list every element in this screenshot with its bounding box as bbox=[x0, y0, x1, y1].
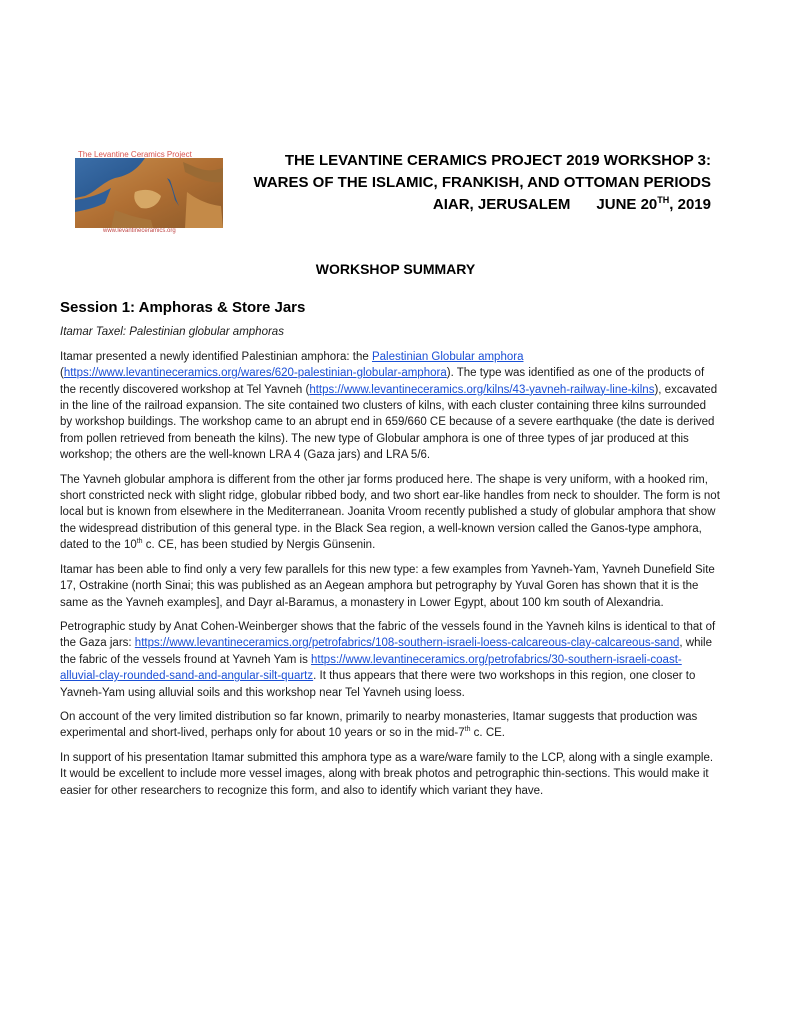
summary-title: WORKSHOP SUMMARY bbox=[315, 261, 476, 277]
ware-url-link[interactable]: https://www.levantineceramics.org/wares/620-palestinian-globular-amphora bbox=[63, 367, 447, 380]
header-line-1: THE LEVANTINE CERAMICS PROJECT 2019 WORKSHOP 3: bbox=[284, 152, 711, 169]
p4-text-a: Petrographic study by Anat Cohen-Weinberger shows that the fabric of the vessels found in the Yavneh kilns is identical to that of the Gaza jars: bbox=[60, 620, 716, 650]
p1-text-d: ), excavated in the line of the railroad expansion. The site contained two clusters of kilns, with each cluster containing three kilns surrounded by workshop buildings. The workshop came to an abrupt end in 659/660 CE because of a severe earthquake (the date is derived from pollen retrieved from beneath the kilns). The new type of Globular amphora is one of three types of jar produced at this workshop; the others are the well-known LRA 4 (Gaza jars) and LRA 5/6. bbox=[60, 383, 718, 462]
petrofabric-30-link[interactable]: https://www.levantineceramics.org/petrofabrics/30-southern-israeli-coast-alluvial-clay-rounded-sand-and-angular-silt-quartz bbox=[60, 653, 682, 683]
lcp-logo bbox=[75, 148, 223, 240]
p2-superscript: th bbox=[136, 538, 143, 546]
main-content bbox=[60, 300, 720, 807]
session-subheading: Itamar Taxel: Palestinian globular amphoras bbox=[60, 326, 284, 339]
header-location: AIAR, JERUSALEM bbox=[432, 196, 571, 213]
p4-text-c: . It thus appears that there were two workshops in this region, one closer to Yavneh-Yam using alluvial soils and this workshop near Tel Yavneh using loess. bbox=[60, 670, 696, 699]
header-date-superscript: TH bbox=[657, 195, 670, 205]
p5-superscript: th bbox=[464, 726, 471, 734]
paragraph-1 bbox=[60, 349, 720, 464]
logo-title-text: The Levantine Ceramics Project bbox=[78, 150, 192, 159]
header-line-2: WARES OF THE ISLAMIC, FRANKISH, AND OTTOMAN PERIODS bbox=[253, 174, 711, 191]
p2-text-b: c. CE, has been studied by Nergis Günsenin. bbox=[142, 539, 376, 552]
logo-url-text: www.levantineceramics.org bbox=[103, 228, 176, 234]
p2-text-a: The Yavneh globular amphora is different from the other jar forms produced here. The shape is very uniform, with a hooked rim, short constricted neck with slight ridge, globular ribbed body, and two short ear-like handles from neck to shoulder. The form is not local but is known from elsewhere in the Mediterranean. Joanita Vroom recently published a study of globular amphora that show the widespread distribution of this general type. in the Black Sea region, a well-known version called the Ganos-type amphora, dated to the 10 bbox=[60, 473, 720, 552]
kiln-url-link[interactable]: https://www.levantineceramics.org/kilns/43-yavneh-railway-line-kilns bbox=[309, 383, 655, 396]
palestinian-globular-amphora-link[interactable]: Palestinian Globular amphora bbox=[371, 350, 524, 363]
paragraph-3: Itamar has been able to find only a very few parallels for this new type: a few examples from Yavneh-Yam, Yavneh Dunefield Site 17, Ostrakine (north Sinai; this was published as an Aegean amphora but petrography by Yuval Goren has shown that it is the same as the Yavneh examples], and Dayr al-Baramus, a monastery in Lower Egypt, about 100 km south of Alexandria. bbox=[60, 563, 715, 609]
paragraph-6: In support of his presentation Itamar submitted this amphora type as a ware/ware family to the LCP, along with a single example. It would be excellent to include more vessel images, along with break photos and petrographic thin-sections. This would make it easier for other researchers to recognize this form, and also to identify which variant they have. bbox=[60, 751, 714, 797]
petrofabric-108-link[interactable]: https://www.levantineceramics.org/petrofabrics/108-southern-israeli-loess-calcareous-clay-calcareous-sand bbox=[134, 637, 680, 650]
paragraph-5 bbox=[60, 709, 720, 742]
p1-text-c: ). The type was identified as one of the products of the recently discovered workshop at Tel Yavneh ( bbox=[60, 367, 705, 396]
paragraph-2 bbox=[60, 472, 720, 554]
header-date-prefix: JUNE 20 bbox=[596, 196, 658, 213]
p1-text-b: ( bbox=[60, 367, 64, 380]
p5-text-b: c. CE. bbox=[470, 727, 505, 740]
p4-text-b: , while the fabric of the vessels fround at Yavneh Yam is bbox=[60, 637, 712, 666]
paragraph-4 bbox=[60, 619, 720, 701]
p1-text-a: Itamar presented a newly identified Palestinian amphora: the bbox=[60, 350, 372, 363]
header-date-suffix: , 2019 bbox=[669, 196, 711, 213]
p5-text-a: On account of the very limited distribution so far known, primarily to nearby monasteries, Itamar suggests that production was experimental and short-lived, perhaps only for about 10 years or so in the mid-7 bbox=[60, 710, 698, 740]
satellite-map-image bbox=[75, 148, 223, 240]
session-heading: Session 1: Amphoras & Store Jars bbox=[60, 299, 306, 316]
workshop-header bbox=[253, 150, 711, 216]
header-line-3 bbox=[253, 194, 711, 216]
